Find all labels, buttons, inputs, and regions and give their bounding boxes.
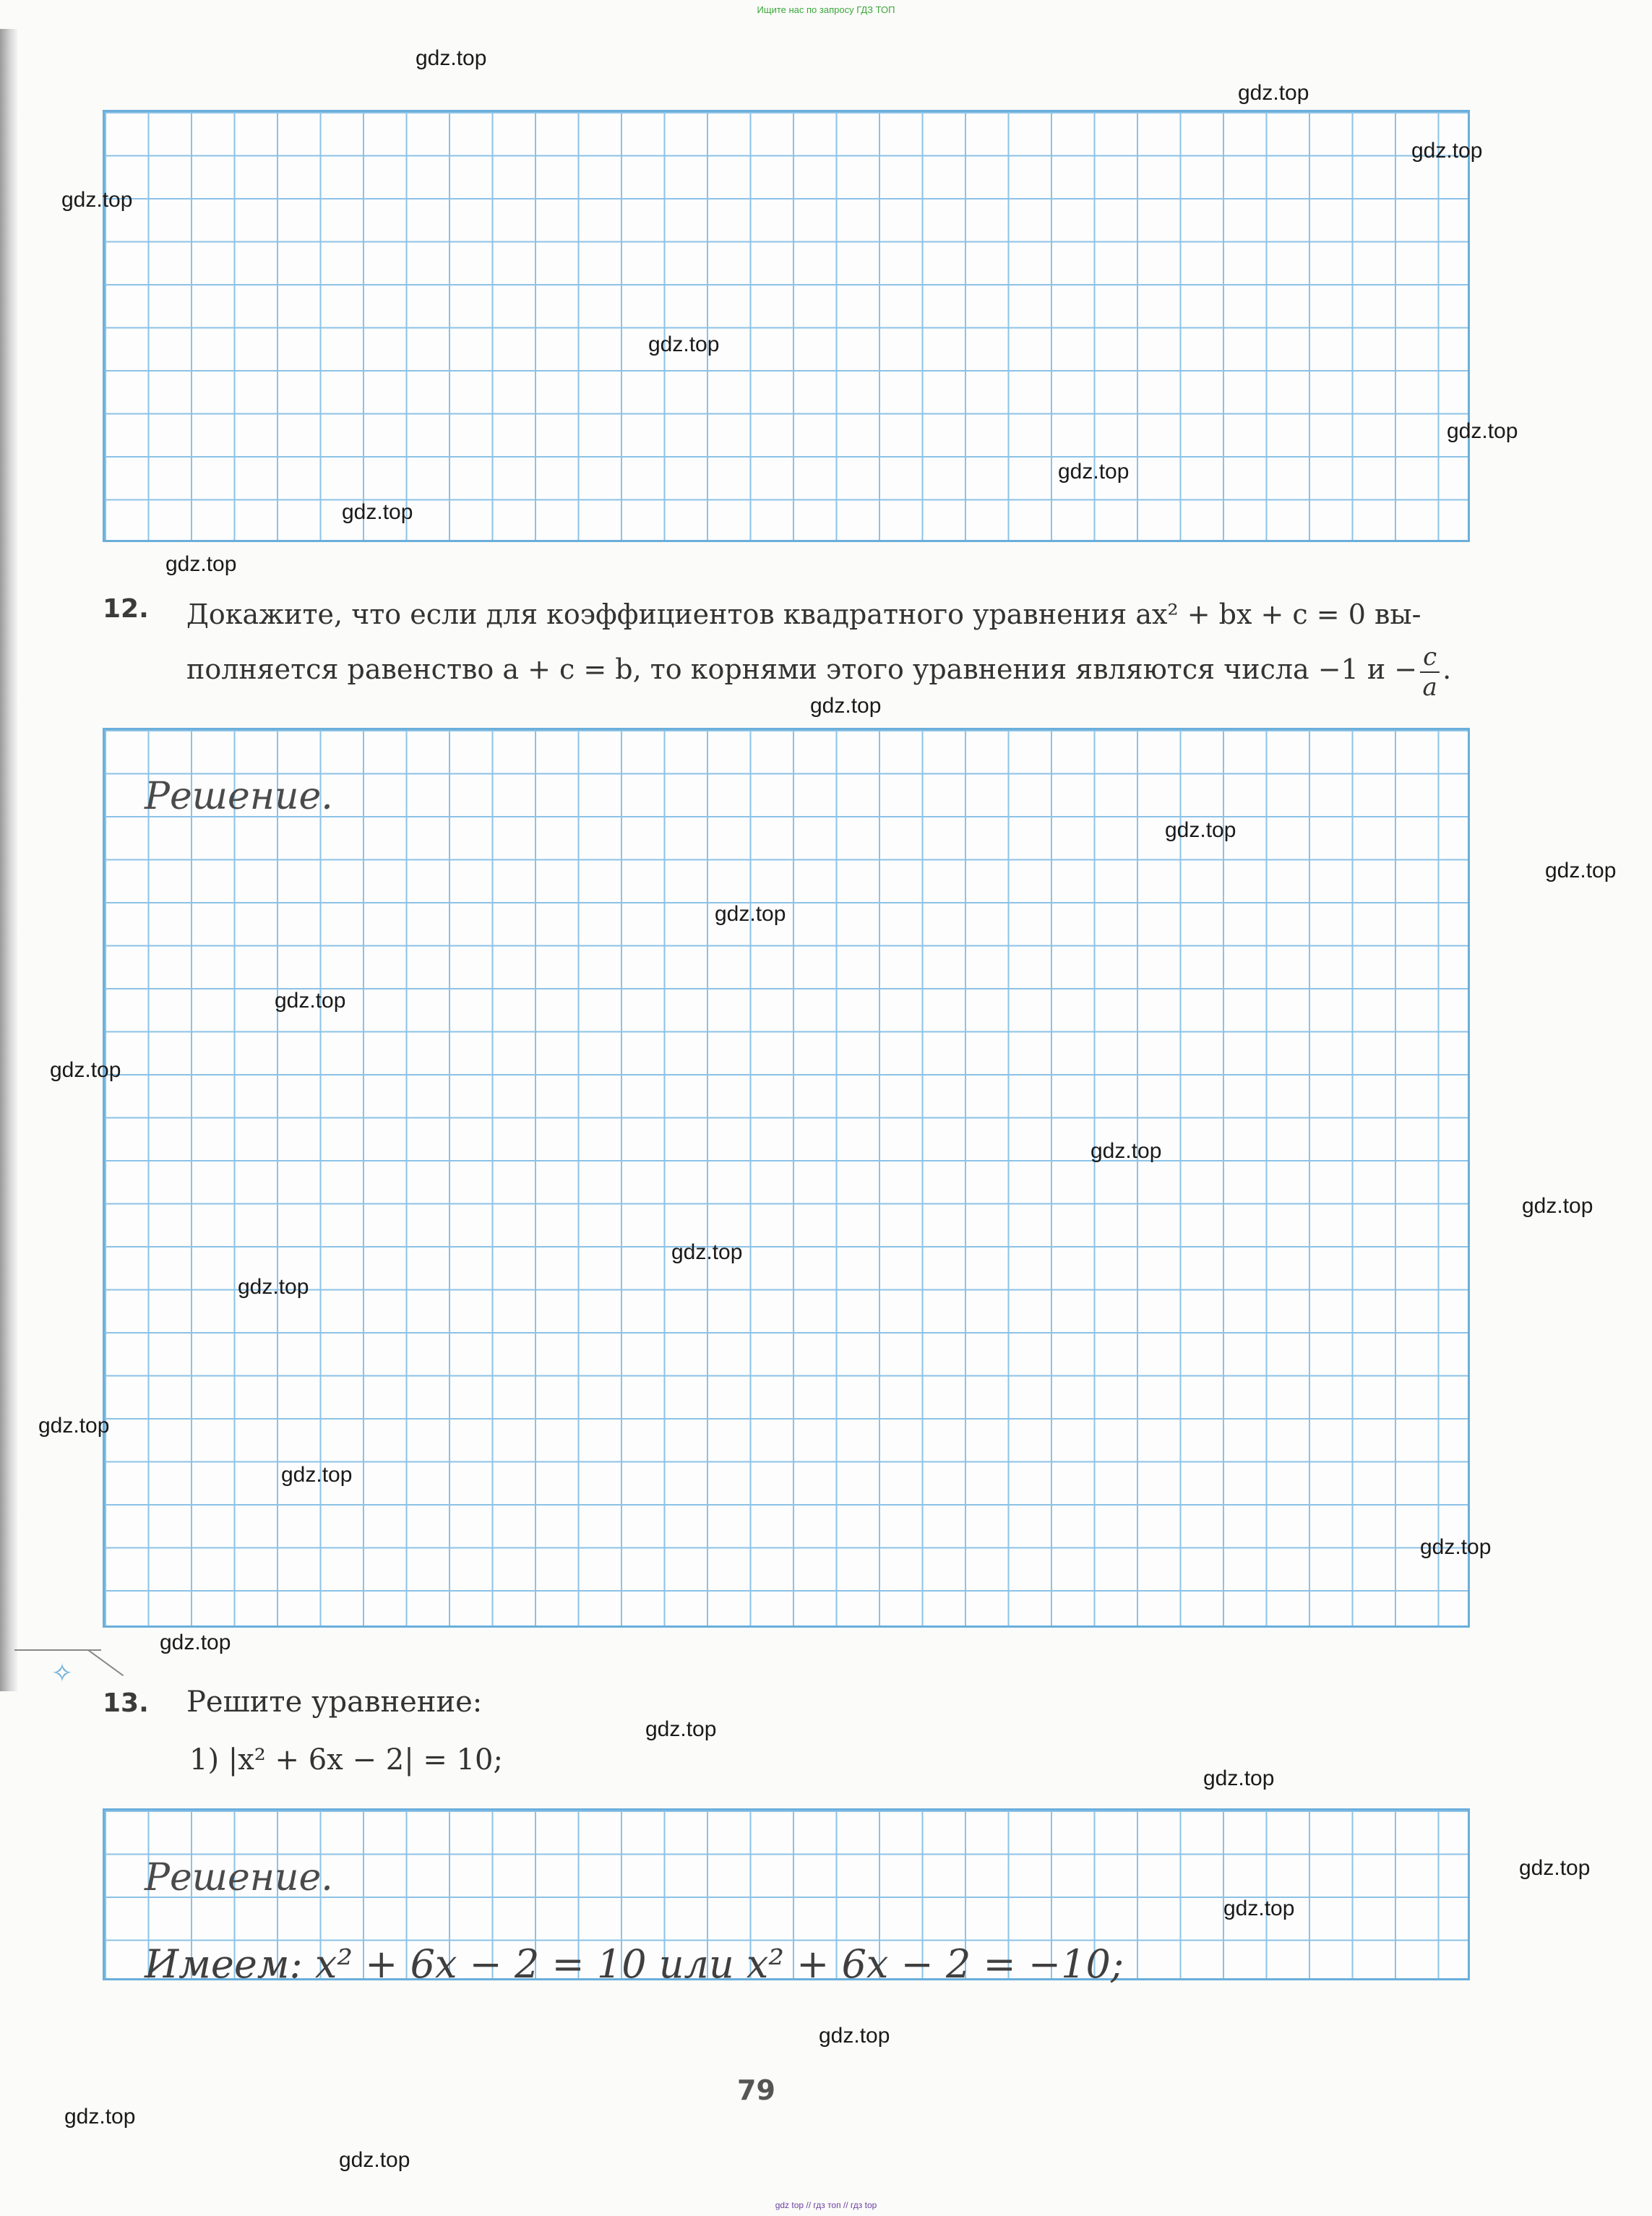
task-13-subtask-1: 1) |x² + 6x − 2| = 10; [189,1743,503,1777]
task-12-line2-text: полняется равенство a + c = b, то корнями этого уравнения являются числа −1 и − [186,653,1418,685]
watermark: gdz.top [1238,81,1309,105]
task-12-number: 12. [103,594,149,624]
watermark: gdz.top [648,332,720,356]
page-number: 79 [737,2074,775,2106]
book-spine-shadow [0,29,17,1691]
watermark: gdz.top [1165,818,1236,842]
watermark: gdz.top [1420,1535,1492,1559]
watermark: gdz.top [1203,1766,1275,1790]
task-12-text-line1: Докажите, что если для коэффициентов квадратного уравнения ax² + bx + c = 0 вы- [186,598,1421,630]
watermark: gdz.top [1545,859,1617,882]
watermark: gdz.top [1522,1194,1593,1218]
watermark: gdz.top [715,902,786,926]
watermark: gdz.top [64,2105,136,2129]
grid-area-task-12 [103,728,1470,1628]
watermark: gdz.top [339,2148,410,2172]
watermark: gdz.top [819,2024,890,2048]
task-13-solution-line: Имеем: x² + 6x − 2 = 10 или x² + 6x − 2 = −10; [145,1941,1124,1987]
top-banner: Ищите нас по запросу ГДЗ ТОП [757,4,895,15]
task-13-prompt: Решите уравнение: [186,1685,483,1719]
fraction-c-over-a [1420,643,1440,702]
watermark: gdz.top [281,1463,353,1487]
task-13-number: 13. [103,1688,149,1718]
watermark: gdz.top [1058,460,1130,484]
task-13-solution-label: Решение. [145,1856,333,1899]
watermark: gdz.top [165,552,237,576]
watermark: gdz.top [275,989,346,1013]
watermark: gdz.top [1090,1139,1162,1163]
task-12-solution-label: Решение. [145,775,333,818]
watermark: gdz.top [810,694,882,718]
watermark: gdz.top [38,1414,110,1438]
watermark: gdz.top [1411,139,1483,163]
section-divider-slant [87,1649,124,1676]
star-icon: ✧ [51,1659,74,1688]
bottom-banner: gdz top // гдз топ // гдз top [775,2200,877,2210]
watermark: gdz.top [160,1631,231,1654]
fraction-denominator: a [1422,672,1437,702]
task-12-tail: . [1442,653,1452,685]
watermark: gdz.top [671,1240,743,1264]
watermark: gdz.top [1447,419,1518,443]
watermark: gdz.top [416,46,487,70]
task-12-text-line2 [186,642,1451,702]
watermark: gdz.top [1519,1856,1591,1880]
watermark: gdz.top [342,500,413,524]
watermark: gdz.top [1223,1897,1295,1920]
watermark: gdz.top [238,1275,309,1299]
fraction-numerator: c [1420,643,1440,673]
watermark: gdz.top [645,1717,717,1741]
watermark: gdz.top [50,1058,121,1082]
watermark: gdz.top [61,188,133,212]
grid-area-previous-task [103,110,1470,542]
